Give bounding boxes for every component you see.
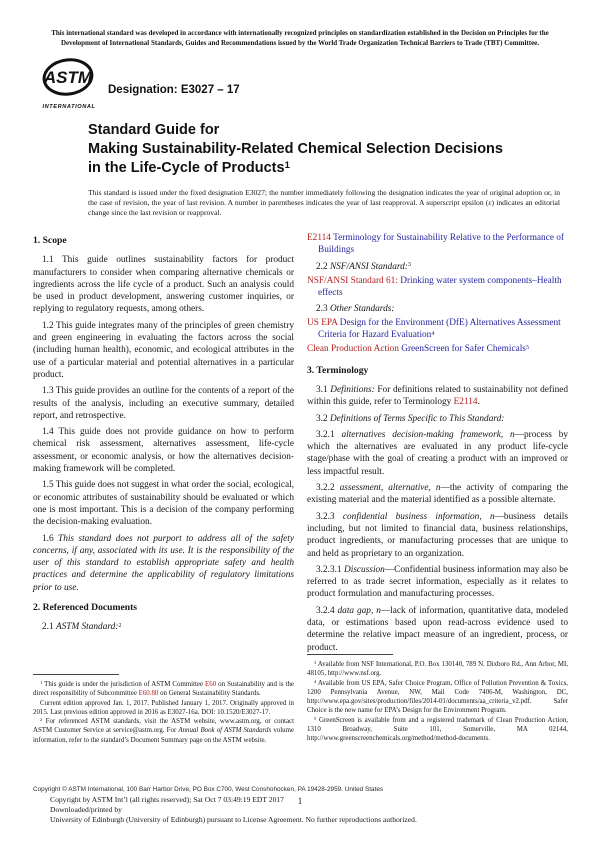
para-3-2-3-1 — [307, 564, 568, 601]
left-column — [33, 231, 294, 745]
footnote-5 — [307, 716, 568, 744]
text-segment: 3 — [314, 660, 317, 666]
para-1-2 — [33, 320, 294, 381]
text-segment: 3 — [407, 262, 411, 269]
footer-license-line: University of Edinburgh (University of Edinburgh) pursuant to License Agreement. No further reproductions authorized. — [50, 815, 417, 825]
astm-copyright-line: Copyright © ASTM International, 100 Barr Harbor Drive, PO Box C700, West Conshohocken, PA 19428-2959. United States — [33, 786, 384, 793]
text-segment: on General Sustainability Standards. — [158, 690, 261, 698]
text-segment: 3.2.3.1 — [316, 564, 345, 575]
text-segment: 3.2.3 — [316, 511, 343, 522]
text-segment: Definitions: — [330, 384, 375, 395]
text-segment: Other Standards: — [329, 304, 395, 315]
footnote-2 — [33, 717, 294, 745]
issuance-note: This standard is issued under the fixed designation E3027; the number immediately following the designation indicates the year of original adoption or, in the case of revision, the year of last revision. A number in parentheses indicates the year of last reapproval. A superscript epsilon (ε) indicates an editorial change since the last revision or reapproval. — [88, 188, 560, 217]
doc-link[interactable]: 5 — [525, 344, 529, 351]
text-segment: Available from NSF International, P.O. Box 130140, 789 N. Dixboro Rd., Ann Arbor, MI, 48105, http://www.nsf.org. — [307, 660, 568, 678]
doc-link[interactable]: E60 — [205, 680, 217, 688]
text-segment: This standard does not purport to address all of the safety concerns, if any, associated with its use. It is the responsibility of the user of this standard to establish appropriate safety and health practices and determine the applicability of regulatory limitations prior to use. — [33, 533, 294, 593]
para-3-2-4 — [307, 605, 568, 654]
document-title — [88, 121, 568, 178]
text-segment: 1.1 This guide outlines sustainability factors for product manufacturers to consider when comparing alternative chemicals or ingredients across the life cycle of a product. Such an analysis could be used in product development, answering customer inquiries, or replying to regulatory requests, among others. — [33, 255, 294, 315]
right-column — [307, 231, 568, 745]
text-segment: 4 — [314, 678, 317, 684]
text-segment: 1.2 This guide integrates many of the principles of green chemistry and green engineering in evaluating the factors across the social (including human health), economic, and ecological attributes in the use of a particular material and potential alternatives in a particular product. — [33, 320, 294, 380]
doc-link[interactable]: NSF/ANSI Standard 61: — [307, 275, 401, 286]
text-segment: 3.2 — [316, 413, 330, 424]
title-line-3-text: in the Life-Cycle of Products — [88, 160, 285, 176]
text-segment: GreenScreen is available from and a registered trademark of Clean Production Action, 1310 Broadway, Suite 101, Somerville, MA 02144, http://www.greenscreenchemicals.org/method/method-documents. — [307, 716, 568, 743]
text-segment: NSF/ANSI Standard: — [329, 261, 408, 272]
body-columns — [33, 231, 568, 745]
doc-link[interactable]: US EPA — [307, 317, 340, 328]
footnote-rule — [307, 654, 393, 655]
para-1-4 — [33, 426, 294, 475]
para-1-6 — [33, 533, 294, 594]
text-segment: —lack of information, quantitative data, modeled data, or estimations based upon read-across evidence used to determine the relative impact measure of an ingredient, process, or product. — [307, 605, 568, 653]
text-segment: Discussion — [344, 564, 385, 575]
svg-text:ASTM: ASTM — [43, 68, 93, 87]
text-segment: 1.3 This guide provides an outline for the contents of a report of the results of the analysis, including an executive summary, detailed report, and retrospective. — [33, 386, 294, 421]
footnote-1-edition — [33, 699, 294, 718]
doc-link[interactable]: GreenScreen for Safer Chemicals — [401, 344, 526, 355]
doc-link[interactable]: E2114 — [307, 233, 331, 243]
text-segment: confidential business information, n — [342, 511, 495, 522]
para-1-1 — [33, 254, 294, 315]
ref-e2114 — [307, 232, 568, 257]
para-2-1 — [33, 621, 294, 634]
page-number: 1 — [297, 796, 303, 806]
footnote-rule — [33, 674, 119, 675]
para-2-2 — [307, 261, 568, 274]
title-line-3 — [88, 159, 568, 178]
astm-logo-mark — [40, 58, 98, 102]
text-segment: 1.5 This guide does not suggest in what order the social, ecological, or economic attributes of sustainability should be evaluated or which one is most important. This is a decision of the company performing the decision-making evaluation. — [33, 480, 294, 528]
doc-link[interactable]: 4 — [431, 330, 435, 337]
text-segment: 2 — [118, 622, 122, 629]
section-heading-referenced-documents: 2. Referenced Documents — [33, 602, 137, 614]
section-heading-scope: 1. Scope — [33, 235, 67, 246]
doc-link[interactable]: Terminology for Sustainability Relative to the Performance of Buildings — [318, 233, 565, 256]
text-segment: —the activity of comparing the existing material and the material identified as a possible alternate. — [307, 483, 568, 506]
text-segment: 3.2.4 — [316, 605, 338, 616]
text-segment: —business details including, but not limited to financial data, business relationships, product ingredients, or manufacturing processes that are unique to and held as proprietary to an organization. — [307, 511, 569, 559]
text-segment: ASTM Standard: — [55, 622, 119, 633]
para-1-5 — [33, 479, 294, 528]
text-segment: 3.1 — [316, 384, 331, 395]
text-segment: alternatives decision-making framework, n — [341, 429, 515, 440]
text-segment: volume information, refer to the standard’s Document Summary page on the ASTM website. — [33, 727, 294, 744]
astm-logo-international: INTERNATIONAL — [42, 104, 96, 110]
para-3-2-1 — [307, 429, 568, 478]
footnote-3 — [307, 660, 568, 679]
para-3-2-3 — [307, 511, 568, 560]
text-segment: For definitions related to sustainability not defined within this guide, refer to Terminology — [307, 384, 568, 408]
para-3-1 — [307, 384, 568, 409]
title-line-1: Standard Guide for — [88, 122, 220, 138]
doc-link[interactable]: Design for the Environment (DfE) Alternatives Assessment Criteria for Hazard Evaluation — [318, 317, 561, 341]
footer-copyright-timestamp: Copyright by ASTM Int’l (all rights reserved); Sat Oct 7 03:49:19 EDT 2017 — [50, 795, 284, 804]
text-segment: 2.1 — [42, 622, 56, 633]
wto-notice: This international standard was developed in accordance with internationally recognized principles on standardization established in the Decision on Principles for the Development of International Standards, Guides and Recommendations issued by the World Trade Organization Technical Barriers to Trade (TBT) Committee. — [51, 29, 549, 47]
text-segment: on Sustainability and is the direct responsibility of Subcommittee — [33, 680, 294, 698]
right-footnotes — [307, 654, 568, 744]
doc-link[interactable]: E60.80 — [138, 690, 159, 698]
left-footnotes — [33, 674, 294, 745]
para-3-2-2 — [307, 482, 568, 507]
text-segment: 2 — [40, 717, 43, 723]
text-segment: 3.2.1 — [316, 429, 342, 440]
text-segment: 1.6 — [42, 533, 59, 544]
text-segment: 2.2 — [316, 261, 330, 272]
designation-label: Designation: E3027 – 17 — [108, 84, 240, 96]
text-segment: 1.4 This guide does not provide guidance on how to perform chemical risk assessment, alternatives assessment, life-cycle assessment, or economic analysis, or how the alternatives decision-making framework will be completed. — [33, 427, 294, 475]
ref-nsf-ansi-61 — [307, 275, 568, 300]
text-segment: Available from US EPA, Safer Choice Program, Office of Pollution Prevention & Toxics, 1200 Pennsylvania Avenue, NW, Mail Code 7406-M, Washington, DC, http://www.epa.gov/sites/production/files/2014-01/documents/aa_criteria_v2.pdf. Safer Choice is the new name for EPA’s Design for the Environment Program. — [307, 679, 568, 715]
footnote-1 — [33, 680, 294, 699]
section-heading-terminology: 3. Terminology — [307, 364, 369, 376]
text-segment: . — [477, 397, 480, 408]
astm-logo — [34, 58, 104, 110]
title-footnote-marker: 1 — [284, 159, 290, 171]
para-2-3 — [307, 303, 568, 315]
download-footer — [50, 795, 530, 826]
footnote-4 — [307, 679, 568, 716]
doc-link[interactable]: Clean Production Action — [307, 344, 402, 355]
text-segment: This guide is under the jurisdiction of ASTM Committee — [42, 680, 206, 688]
text-segment: —process by which the alternatives are evaluated in any product life-cycle stage/phase with the goal of creating a product with an improved or less impactful result. — [307, 429, 568, 477]
para-3-2 — [307, 413, 568, 425]
footer-downloaded-by: Downloaded/printed by — [50, 805, 122, 815]
text-segment: 2.3 — [316, 304, 330, 315]
text-segment: Annual Book of ASTM Standards — [178, 727, 272, 735]
text-segment: 3.2.2 — [316, 483, 340, 494]
title-line-2: Making Sustainability-Related Chemical Selection Decisions — [88, 141, 503, 157]
text-segment: —Confidential business information may also be referred to as trade secret information, especially as it relates to product formulation and manufacturing processes. — [307, 564, 568, 600]
para-1-3 — [33, 385, 294, 422]
doc-link[interactable]: Drinking water system components–Health effects — [318, 275, 562, 299]
ref-clean-production-action — [307, 343, 568, 356]
doc-link[interactable]: E2114 — [453, 397, 478, 408]
text-segment: For referenced ASTM standards, visit the ASTM website, www.astm.org, or contact ASTM Customer Service at service@astm.org. For — [33, 718, 294, 735]
text-segment: 5 — [314, 715, 317, 721]
text-segment: assessment, alternative, n — [339, 483, 441, 494]
ref-us-epa-dfe — [307, 317, 568, 343]
text-segment: data gap, n — [337, 605, 381, 616]
text-segment: Current edition approved Jan. 1, 2017. Published January 1, 2017. Originally approved in 2015. Last previous edition approved in 2016 as E3027-16a. DOI: 10.1520/E3027-17. — [33, 699, 294, 716]
text-segment: 1 — [40, 680, 43, 686]
text-segment: Definitions of Terms Specific to This Standard: — [329, 413, 505, 424]
